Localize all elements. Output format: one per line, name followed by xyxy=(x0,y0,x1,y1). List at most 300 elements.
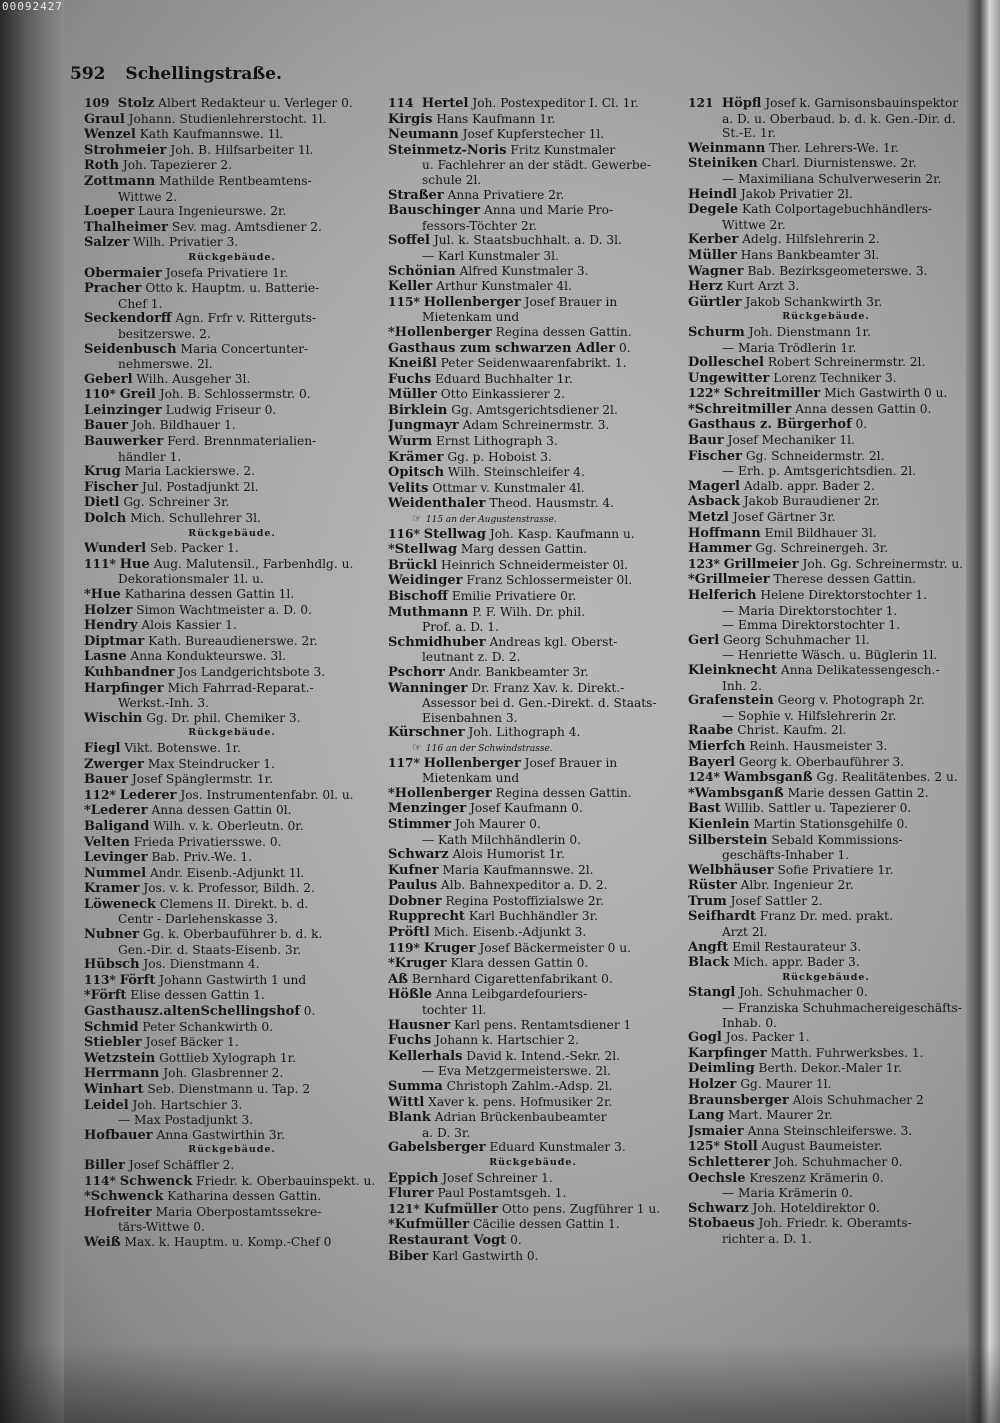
resident-details: Emil Restaurateur 3. xyxy=(732,939,862,954)
entry-continuation: — Maria Trödlerin 1r. xyxy=(722,340,857,355)
resident-details: Seb. Dienstmann u. Tap. 2 xyxy=(147,1082,311,1096)
directory-entry xyxy=(84,143,380,159)
entry-continuation: — Henriette Wäsch. u. Büglerin 1l. xyxy=(722,648,938,663)
resident-surname: Grillmeier xyxy=(723,556,799,572)
resident-surname: Bast xyxy=(688,801,721,817)
resident-surname: Stoll xyxy=(723,1139,758,1155)
directory-entry xyxy=(688,557,964,573)
resident-details: Hans Bankbeamter 3l. xyxy=(740,247,880,262)
resident-details: Laura Ingenieurswe. 2r. xyxy=(138,204,287,219)
resident-surname: Braunsberger xyxy=(688,1092,789,1108)
resident-details: Joh. Gg. Schreinermstr. u. xyxy=(802,556,964,571)
directory-entry xyxy=(388,987,678,1003)
resident-surname: Gasthausz.altenSchellingshof xyxy=(84,1004,300,1020)
directory-entry xyxy=(84,1235,380,1251)
directory-entry xyxy=(688,510,964,526)
resident-details: Mich Fahrrad-Reparat.- xyxy=(167,680,314,695)
resident-surname: Kirgis xyxy=(388,111,433,127)
resident-surname: Krämer xyxy=(388,449,444,465)
resident-details: Christoph Zahlm.-Adsp. 2l. xyxy=(446,1079,613,1093)
directory-entry xyxy=(388,894,678,910)
resident-details: Otto k. Hauptm. u. Batterie- xyxy=(145,281,320,296)
resident-details: Maria Concertunter- xyxy=(180,341,309,356)
resident-details: Mich. Schullehrer 3l. xyxy=(130,511,261,526)
directory-entry xyxy=(688,541,964,557)
resident-surname: Hertel xyxy=(421,96,469,111)
directory-entry xyxy=(84,1098,380,1114)
resident-surname: Kneißl xyxy=(388,356,437,372)
house-number: 119* xyxy=(388,940,420,955)
resident-surname: Seifhardt xyxy=(688,909,757,925)
resident-details: Robert Schreinermstr. 2l. xyxy=(767,355,926,370)
resident-details: Josef Mechaniker 1l. xyxy=(727,433,855,448)
resident-surname: Steinmetz-Noris xyxy=(388,142,507,158)
directory-entry xyxy=(84,266,380,282)
resident-details: Anna Steinschleiferswe. 3. xyxy=(747,1123,913,1138)
directory-entry xyxy=(388,1033,678,1049)
directory-entry xyxy=(84,819,380,835)
resident-details: Josef Spänglermstr. 1r. xyxy=(131,772,273,787)
resident-details: David k. Intend.-Sekr. 2l. xyxy=(466,1048,621,1063)
resident-details: Klara dessen Gattin 0. xyxy=(450,956,589,971)
directory-entry xyxy=(388,1049,678,1065)
resident-surname: Gürtler xyxy=(688,294,742,310)
resident-surname: Weinmann xyxy=(688,140,766,156)
directory-entry xyxy=(84,495,380,511)
resident-details: Heinrich Schneidermeister 0l. xyxy=(441,557,628,572)
directory-entry xyxy=(388,972,678,988)
directory-entry xyxy=(84,480,380,496)
resident-details: Ernst Lithograph 3. xyxy=(436,434,558,449)
entry-continuation: händler 1. xyxy=(118,449,182,464)
adjacent-page-edge xyxy=(966,0,1000,1423)
entry-continuation: — Erh. p. Amtsgerichtsdien. 2l. xyxy=(722,464,917,479)
entry-continuation: Centr - Darlehenskasse 3. xyxy=(118,912,278,927)
resident-details: Friedr. k. Oberbauinspekt. u. xyxy=(196,1173,376,1188)
resident-details: Eduard Buchhalter 1r. xyxy=(435,371,573,386)
directory-entry xyxy=(388,418,678,434)
resident-details: Joh. Glasbrenner 2. xyxy=(163,1066,284,1081)
resident-surname: Fischer xyxy=(84,479,138,495)
directory-entry xyxy=(388,143,678,159)
house-note-text: 115 an der Augustenstrasse. xyxy=(425,515,557,526)
resident-surname: Eppich xyxy=(388,1170,439,1186)
entry-continuation: geschäfts-Inhaber 1. xyxy=(722,848,850,863)
directory-entry xyxy=(84,311,380,327)
house-number: 125* xyxy=(688,1139,720,1154)
resident-details: Bab. Priv.-We. 1. xyxy=(151,850,253,865)
resident-details: Andreas kgl. Oberst- xyxy=(489,634,618,649)
directory-entry xyxy=(84,711,380,727)
resident-details: Jos. Dienstmann 4. xyxy=(143,957,260,972)
resident-surname: Degele xyxy=(688,202,739,218)
resident-details: Gg. Amtsgerichtsdiener 2l. xyxy=(451,402,618,417)
directory-entry xyxy=(84,603,380,619)
directory-entry xyxy=(388,203,678,219)
resident-surname: Paulus xyxy=(388,878,438,894)
directory-entry xyxy=(688,739,964,755)
resident-surname: Schurm xyxy=(688,324,745,340)
directory-entry xyxy=(388,1233,678,1249)
resident-surname: *Förft xyxy=(84,988,127,1004)
resident-details: Josef Sattler 2. xyxy=(730,893,823,908)
directory-entry xyxy=(84,772,380,788)
resident-details: Elise dessen Gattin 1. xyxy=(130,988,265,1003)
resident-surname: Fuchs xyxy=(388,371,432,387)
resident-surname: Fiegl xyxy=(84,740,121,756)
resident-details: Alfred Kunstmaler 3. xyxy=(459,263,589,278)
directory-entry xyxy=(388,325,678,341)
resident-surname: Flurer xyxy=(388,1186,434,1202)
directory-entry xyxy=(388,233,678,249)
directory-entry xyxy=(84,757,380,773)
entry-continuation: Wittwe 2. xyxy=(118,189,178,204)
resident-surname: Schwarz xyxy=(688,1200,749,1216)
directory-entry xyxy=(688,801,964,817)
resident-details: Emilie Privatiere 0r. xyxy=(451,589,577,603)
house-note-text: 116 an der Schwindstrasse. xyxy=(425,743,553,754)
entry-continuation: Dekorationsmaler 1l. u. xyxy=(118,572,264,587)
resident-details: August Baumeister. xyxy=(761,1139,883,1154)
house-number: 114* xyxy=(84,1173,116,1188)
entry-continuation: Arzt 2l. xyxy=(722,925,768,940)
resident-surname: Biber xyxy=(388,1248,429,1264)
resident-surname: Jsmaier xyxy=(688,1123,744,1139)
directory-entry xyxy=(84,897,380,913)
resident-details: Simon Wachtmeister a. D. 0. xyxy=(136,602,312,617)
page-header xyxy=(70,64,670,88)
resident-surname: *Hue xyxy=(84,587,121,602)
resident-details: Jakob Schankwirth 3r. xyxy=(745,294,883,309)
entry-continuation: Wittwe 2r. xyxy=(722,217,786,232)
directory-entry xyxy=(688,1155,964,1171)
directory-entry xyxy=(84,988,380,1004)
resident-surname: Kramer xyxy=(84,881,140,897)
entry-continuation: — Emma Direktorstochter 1. xyxy=(722,618,900,633)
directory-entry xyxy=(388,786,678,802)
entry-continuation: — Karl Kunstmaler 3l. xyxy=(422,248,559,263)
directory-entry xyxy=(388,1202,678,1218)
entry-continuation: Mietenkam und xyxy=(422,771,520,786)
resident-details: Katharina dessen Gattin. xyxy=(167,1189,322,1204)
directory-entry xyxy=(688,187,964,203)
resident-details: Adalb. appr. Bader 2. xyxy=(743,478,875,493)
resident-details: Jos. Packer 1. xyxy=(725,1030,810,1045)
entry-continuation: schule 2l. xyxy=(422,172,482,187)
directory-entry xyxy=(84,665,380,681)
resident-details: Karl pens. Rentamtsdiener 1 xyxy=(453,1017,632,1032)
resident-surname: *Hollenberger xyxy=(388,324,492,340)
resident-surname: Dolleschel xyxy=(688,355,764,371)
resident-details: Maria Lackierswe. 2. xyxy=(124,464,255,479)
resident-details: 0. xyxy=(855,417,868,432)
entry-continuation: tochter 1l. xyxy=(422,1003,487,1018)
resident-details: Seb. Packer 1. xyxy=(150,541,239,556)
resident-details: Mart. Maurer 2r. xyxy=(727,1108,833,1123)
resident-surname: Restaurant Vogt xyxy=(388,1232,507,1248)
resident-details: Joh. B. Hilfsarbeiter 1l. xyxy=(170,142,314,157)
resident-details: Josef Kaufmann 0. xyxy=(469,801,583,816)
directory-entry xyxy=(388,941,678,957)
resident-surname: Black xyxy=(688,955,730,971)
directory-entry xyxy=(688,494,964,510)
resident-details: Arthur Kunstmaler 4l. xyxy=(436,279,572,294)
resident-details: Aug. Malutensil., Farbenhdlg. u. xyxy=(153,556,354,571)
resident-details: Gg. Schneidermstr. 2l. xyxy=(745,448,885,463)
resident-surname: Hoffmann xyxy=(688,525,761,541)
resident-surname: Nummel xyxy=(84,865,147,881)
directory-entry xyxy=(388,756,678,772)
directory-entry xyxy=(388,681,678,697)
resident-surname: Höpfl xyxy=(721,96,762,111)
resident-surname: Blank xyxy=(388,1110,431,1126)
directory-entry xyxy=(84,464,380,480)
directory-entry xyxy=(84,557,380,573)
resident-surname: Graul xyxy=(84,111,125,127)
resident-details: Matth. Fuhrwerksbes. 1. xyxy=(770,1045,924,1060)
resident-surname: Heindl xyxy=(688,186,737,202)
resident-details: Ther. Lehrers-We. 1r. xyxy=(769,140,899,155)
entry-continuation: a. D. u. Oberbaud. b. d. k. Gen.-Dir. d. xyxy=(722,111,956,126)
resident-details: Josef Schäffler 2. xyxy=(128,1157,235,1172)
resident-details: Johann Gastwirth 1 und xyxy=(159,972,307,987)
resident-details: Albert Redakteur u. Verleger 0. xyxy=(158,96,353,110)
house-number: 113* xyxy=(84,972,116,987)
directory-entry xyxy=(84,1205,380,1221)
resident-surname: Wittl xyxy=(388,1094,425,1110)
resident-details: Peter Seidenwaarenfabrikt. 1. xyxy=(440,356,627,371)
resident-details: Cäcilie dessen Gattin 1. xyxy=(472,1217,620,1232)
resident-details: Sebald Kommissions- xyxy=(771,832,903,847)
entry-continuation: St.-E. 1r. xyxy=(722,126,776,141)
directory-column-2 xyxy=(388,96,678,1264)
resident-details: Andr. Eisenb.-Adjunkt 1l. xyxy=(149,865,305,880)
entry-continuation: a. D. 3r. xyxy=(422,1125,471,1140)
directory-entry xyxy=(84,281,380,297)
resident-surname: Pracher xyxy=(84,281,142,297)
directory-entry xyxy=(388,956,678,972)
resident-details: Helene Direktorstochter 1. xyxy=(760,588,928,602)
resident-details: Jos Landgerichtsbote 3. xyxy=(178,664,326,679)
resident-surname: Weiß xyxy=(84,1234,121,1250)
resident-surname: Stolz xyxy=(117,96,155,111)
resident-details: Andr. Bankbeamter 3r. xyxy=(448,664,589,679)
directory-entry xyxy=(388,387,678,403)
entry-continuation: Prof. a. D. 1. xyxy=(422,620,499,635)
resident-surname: Schmidhuber xyxy=(388,634,486,650)
resident-surname: Gogl xyxy=(688,1030,722,1046)
resident-details: Vikt. Botenswe. 1r. xyxy=(124,740,241,755)
directory-entry xyxy=(84,866,380,882)
directory-entry xyxy=(388,863,678,879)
resident-details: Anna Leibgardefouriers- xyxy=(435,987,588,1002)
house-number: 112* xyxy=(84,787,116,802)
resident-details: Theod. Hausmstr. 4. xyxy=(489,496,615,511)
directory-entry xyxy=(84,127,380,143)
resident-surname: Soffel xyxy=(388,233,430,249)
resident-surname: Bauer xyxy=(84,418,128,434)
directory-entry xyxy=(688,833,964,849)
entry-continuation: Gen.-Dir. d. Staats-Eisenb. 3r. xyxy=(118,942,302,957)
resident-surname: Schmid xyxy=(84,1019,139,1035)
directory-entry xyxy=(388,725,678,741)
resident-surname: Lederer xyxy=(119,787,177,803)
resident-surname: Nubner xyxy=(84,927,139,943)
resident-surname: Birklein xyxy=(388,402,448,418)
entry-continuation: Inhab. 0. xyxy=(722,1015,777,1030)
resident-details: Karl Buchhändler 3r. xyxy=(468,909,598,924)
resident-surname: Hößle xyxy=(388,987,433,1003)
resident-details: Karl Gastwirth 0. xyxy=(432,1248,539,1263)
directory-entry xyxy=(84,387,380,403)
resident-surname: Leidel xyxy=(84,1097,129,1113)
resident-details: Peter Schankwirth 0. xyxy=(142,1019,274,1034)
directory-entry xyxy=(688,940,964,956)
resident-details: Josef Bäckermeister 0 u. xyxy=(479,940,632,955)
resident-surname: Greil xyxy=(119,387,156,403)
resident-surname: Kuhbandner xyxy=(84,664,175,680)
resident-surname: Baligand xyxy=(84,818,150,834)
resident-surname: Gabelsberger xyxy=(388,1140,486,1156)
directory-entry xyxy=(688,449,964,465)
resident-details: Bernhard Cigarettenfabrikant 0. xyxy=(411,971,613,986)
house-note xyxy=(388,512,678,527)
resident-details: Gottlieb Xylograph 1r. xyxy=(159,1050,296,1065)
resident-surname: Seckendorff xyxy=(84,311,172,327)
resident-surname: *Hollenberger xyxy=(388,785,492,801)
resident-surname: Zottmann xyxy=(84,173,156,189)
entry-continuation: — Franziska Schuhmachereigeschäfts- xyxy=(722,1001,962,1016)
resident-details: Joh. B. Schlossermstr. 0. xyxy=(159,387,311,402)
resident-surname: Helferich xyxy=(688,588,757,603)
resident-details: Joh. Kasp. Kaufmann u. xyxy=(489,526,635,541)
entry-continuation: — Maria Direktorstochter 1. xyxy=(722,603,898,618)
resident-details: Johann k. Hartschier 2. xyxy=(435,1033,580,1048)
directory-entry xyxy=(388,403,678,419)
entry-continuation: besitzerswe. 2. xyxy=(118,326,211,341)
directory-entry xyxy=(688,1201,964,1217)
resident-surname: Kellerhals xyxy=(388,1048,463,1064)
resident-details: Albr. Ingenieur 2r. xyxy=(740,878,854,893)
directory-entry xyxy=(688,433,964,449)
resident-details: Mich. appr. Bader 3. xyxy=(733,955,860,970)
resident-surname: Salzer xyxy=(84,235,130,251)
resident-surname: Stimmer xyxy=(388,816,451,832)
directory-entry xyxy=(688,588,964,604)
resident-details: 0. xyxy=(303,1004,316,1019)
resident-surname: Herz xyxy=(688,279,723,295)
resident-surname: Deimling xyxy=(688,1061,755,1077)
resident-details: Katharina dessen Gattin 1l. xyxy=(124,587,295,601)
directory-entry xyxy=(688,402,964,418)
directory-entry xyxy=(388,295,678,311)
resident-details: Kurt Arzt 3. xyxy=(726,279,800,294)
resident-surname: Velten xyxy=(84,834,130,850)
resident-surname: Stangl xyxy=(688,985,736,1001)
resident-surname: Ungewitter xyxy=(688,370,770,386)
directory-entry xyxy=(84,1189,380,1205)
resident-surname: Hübsch xyxy=(84,957,140,973)
directory-entry xyxy=(688,1124,964,1140)
resident-details: 0. xyxy=(619,340,631,355)
resident-surname: Dolch xyxy=(84,511,127,527)
resident-surname: Lasne xyxy=(84,649,127,665)
directory-entry xyxy=(388,1171,678,1187)
entry-continuation: tärs-Wittwe 0. xyxy=(118,1220,205,1235)
resident-details: Joh. Tapezierer 2. xyxy=(122,158,232,173)
resident-surname: Kufner xyxy=(388,862,439,878)
resident-surname: Schwarz xyxy=(388,847,449,863)
pointing-hand-icon: ☞ xyxy=(412,512,422,526)
resident-details: Maria Kaufmannswe. 2l. xyxy=(442,862,594,877)
resident-surname: Förft xyxy=(119,972,156,988)
resident-surname: Schönian xyxy=(388,263,456,279)
resident-details: 0. xyxy=(510,1232,522,1247)
resident-surname: Opitsch xyxy=(388,465,445,481)
directory-entry xyxy=(388,188,678,204)
resident-surname: Krug xyxy=(84,464,121,480)
directory-entry xyxy=(388,1249,678,1265)
resident-surname: Hollenberger xyxy=(423,755,521,771)
resident-surname: Bauschinger xyxy=(388,203,481,219)
resident-details: Josef k. Garnisonsbauinspektor xyxy=(765,96,959,110)
resident-surname: Brückl xyxy=(388,557,438,573)
directory-entry xyxy=(688,1046,964,1062)
directory-entry xyxy=(84,174,380,190)
directory-entry xyxy=(84,1004,380,1020)
scan-id: 00092427 xyxy=(2,0,63,13)
resident-details: Emil Bildhauer 3l. xyxy=(764,525,877,540)
resident-surname: Silberstein xyxy=(688,832,768,848)
directory-entry xyxy=(688,386,964,402)
resident-surname: Müller xyxy=(688,247,737,263)
resident-surname: *Grillmeier xyxy=(688,572,770,588)
resident-surname: Gerl xyxy=(688,632,720,648)
resident-surname: Wetzstein xyxy=(84,1050,156,1066)
resident-surname: Stellwag xyxy=(423,526,486,542)
directory-entry xyxy=(84,973,380,989)
directory-entry xyxy=(84,741,380,757)
resident-surname: Hofreiter xyxy=(84,1204,152,1220)
section-heading-rueckgebaeude: Rückgebäude. xyxy=(188,251,276,263)
resident-details: Maria Oberpostamtssekre- xyxy=(155,1204,322,1219)
entry-continuation: leutnant z. D. 2. xyxy=(422,650,521,665)
directory-entry xyxy=(388,372,678,388)
house-number: 110* xyxy=(84,387,116,402)
directory-entry xyxy=(688,955,964,971)
resident-details: Berth. Dekor.-Maler 1r. xyxy=(758,1061,902,1076)
resident-details: Joh. Schuhmacher 0. xyxy=(739,985,868,1000)
directory-entry xyxy=(388,573,678,589)
resident-details: Adam Schreinermstr. 3. xyxy=(462,418,610,433)
entry-continuation: nehmerswe. 2l. xyxy=(118,357,213,372)
entry-continuation: Chef 1. xyxy=(118,296,163,311)
house-number: 123* xyxy=(688,556,720,571)
resident-surname: Stobaeus xyxy=(688,1216,755,1232)
directory-entry xyxy=(84,788,380,804)
section-heading-rueckgebaeude: Rückgebäude. xyxy=(188,727,276,739)
directory-entry xyxy=(388,605,678,621)
directory-entry xyxy=(688,202,964,218)
resident-surname: Steiniken xyxy=(688,156,758,172)
entry-continuation: Inh. 2. xyxy=(722,678,762,693)
resident-surname: *Wambsganß xyxy=(688,785,784,801)
resident-surname: Asback xyxy=(688,494,740,510)
directory-entry xyxy=(388,356,678,372)
resident-details: Alois Schuhmacher 2 xyxy=(792,1092,924,1107)
directory-entry xyxy=(688,817,964,833)
resident-surname: Aß xyxy=(388,971,408,987)
